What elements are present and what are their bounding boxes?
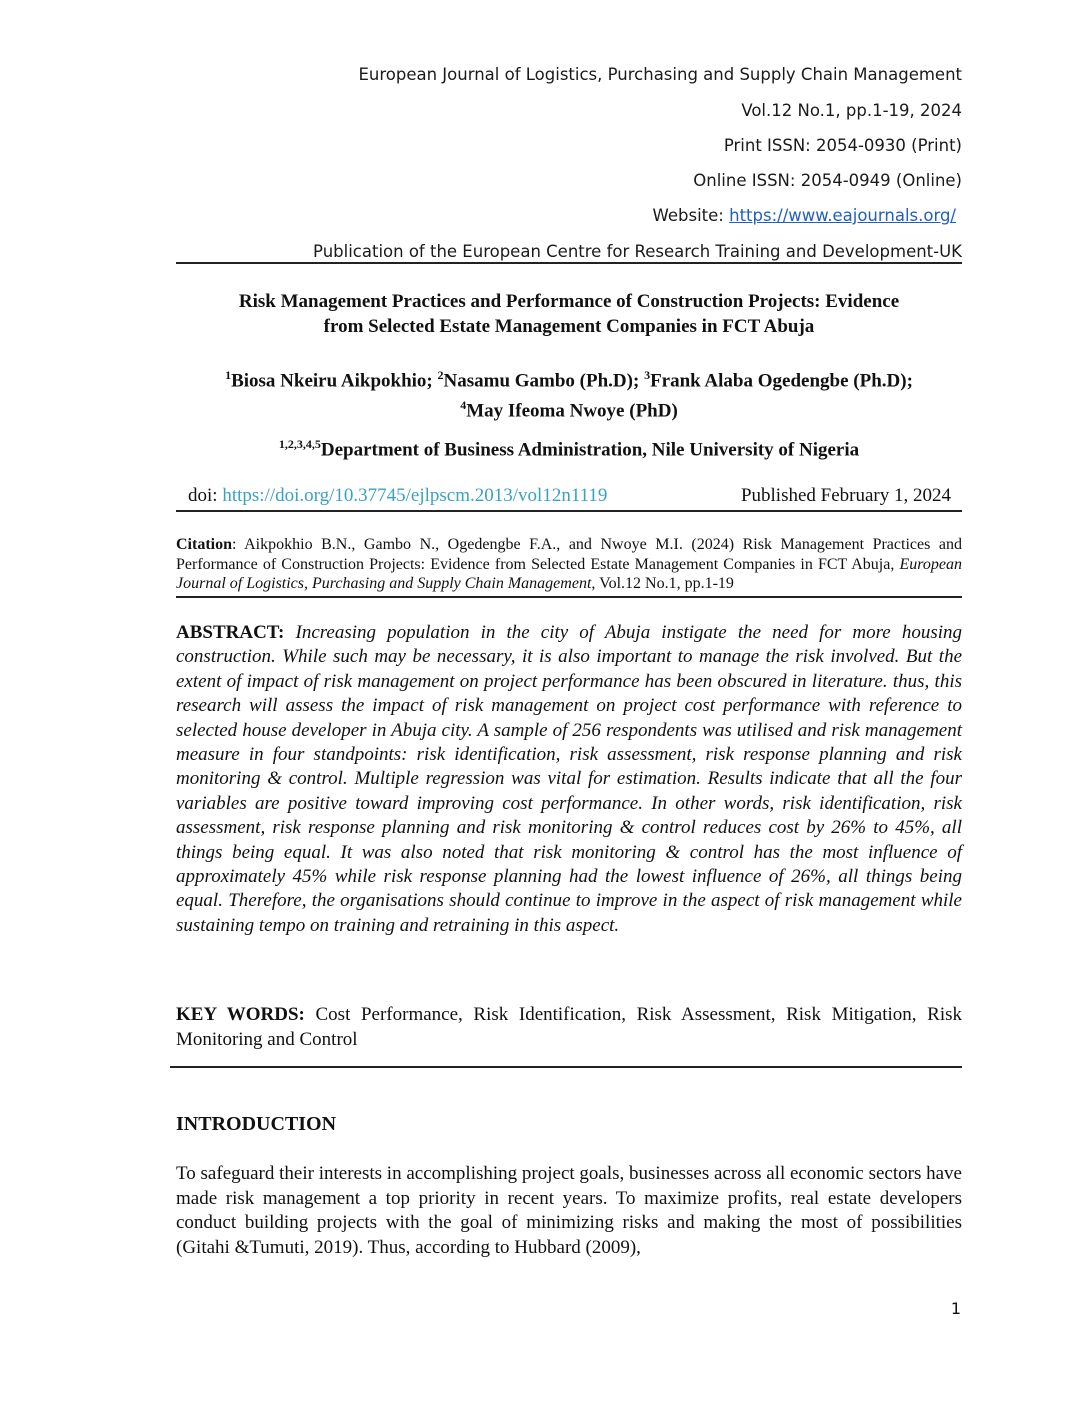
keywords-text: Cost Performance, Risk Identification, Risk Assessment, Risk Mitigation, Risk Monitoring and Control <box>176 1004 963 1050</box>
volume-info: Vol.12 No.1, pp.1-19, 2024 <box>741 101 962 120</box>
affiliation-text: Department of Business Administration, Nile University of Nigeria <box>320 439 860 461</box>
citation-journal: European Journal of Logistics, Purchasing and Supply Chain Management <box>176 555 962 592</box>
keywords-label: KEY WORDS: <box>176 1004 305 1025</box>
citation-text: : Aikpokhio B.N., Gambo N., Ogedengbe F.A., and Nwoye M.I. (2024) Risk Management Practices and Performance of Construction Projects: Evidence from Selected Estate Management Companies in FCT Abuja, <box>176 536 962 573</box>
citation-tail: , Vol.12 No.1, pp.1-19 <box>591 575 734 592</box>
author-4: May Ifeoma Nwoye (PhD) <box>466 400 678 422</box>
author-4-sup: 4 <box>460 398 467 413</box>
author-3: Frank Alaba Ogedengbe (Ph.D); <box>650 370 913 392</box>
author-1: Biosa Nkeiru Aikpokhio; <box>231 370 438 392</box>
doi-line <box>188 485 607 507</box>
citation <box>176 535 962 594</box>
website-label: Website: <box>652 206 730 225</box>
introduction-paragraph: To safeguard their interests in accomplishing project goals, businesses across all economic sectors have made risk management a top priority in recent years. To maximize profits, real estate developers conduct building projects with the goal of minimizing risks and making the most of possibilities (Gitahi &Tumuti, 2019). Thus, according to Hubbard (2009), <box>176 1163 962 1258</box>
publisher-line: Publication of the European Centre for Research Training and Development-UK <box>313 242 962 261</box>
abstract-label: ABSTRACT: <box>176 622 285 643</box>
doi-label: doi: <box>188 485 223 506</box>
keywords <box>176 1003 962 1052</box>
title-line-1: Risk Management Practices and Performance of Construction Projects: Evidence <box>238 291 900 312</box>
affiliation-sup: 1,2,3,4,5 <box>278 437 321 451</box>
paper-title <box>176 289 962 339</box>
authors-line-1 <box>176 363 962 393</box>
abstract <box>176 621 962 938</box>
doi-divider <box>176 510 962 512</box>
title-line-2: from Selected Estate Management Companies in FCT Abuja <box>323 316 815 337</box>
journal-name: European Journal of Logistics, Purchasing and Supply Chain Management <box>358 65 962 84</box>
author-2-sup: 2 <box>437 368 444 382</box>
published-date: Published February 1, 2024 <box>740 485 951 506</box>
abstract-text: Increasing population in the city of Abuja instigate the need for more housing construction. While such may be necessary, it is also important to manage the risk involved. But the extent of impact of risk management on project performance has been obscured in literature. thus, this research will assess the impact of risk management on project cost performance with reference to selected house developer in Abuja city. A sample of 256 respondents was utilised and risk management measure in four standpoints: risk identification, risk assessment, risk response planning and risk monitoring & control. Multiple regression was vital for estimation. Results indicate that all the four variables are positive toward improving cost performance. In other words, risk identification, risk assessment, risk response planning and risk monitoring & control reduces cost by 26% to 45%, all things being equal. It was also noted that risk monitoring & control has the most influence of approximately 45% while risk response planning had the lowest influence of 26%, all things being equal. Therefore, the organisations should continue to improve in the aspect of risk management while sustaining tempo on training and retraining in this aspect. <box>176 622 962 936</box>
author-2: Nasamu Gambo (Ph.D); <box>443 370 645 392</box>
website-link[interactable]: https://www.eajournals.org/ <box>729 206 956 225</box>
author-1-sup: 1 <box>225 368 232 382</box>
page-number: 1 <box>950 1299 961 1318</box>
keywords-divider <box>170 1066 962 1068</box>
citation-divider <box>176 596 962 598</box>
author-3-sup: 3 <box>644 368 651 382</box>
affiliation <box>176 437 962 461</box>
citation-label: Citation <box>176 536 232 553</box>
online-issn: Online ISSN: 2054-0949 (Online) <box>693 171 962 190</box>
website-line <box>176 206 956 225</box>
introduction-heading: INTRODUCTION <box>176 1113 337 1135</box>
header-divider <box>176 262 962 264</box>
print-issn: Print ISSN: 2054-0930 (Print) <box>723 136 962 155</box>
authors-line-2 <box>176 393 962 423</box>
doi-link[interactable]: https://doi.org/10.37745/ejlpscm.2013/vol12n1119 <box>222 485 608 506</box>
author-list <box>176 363 962 424</box>
